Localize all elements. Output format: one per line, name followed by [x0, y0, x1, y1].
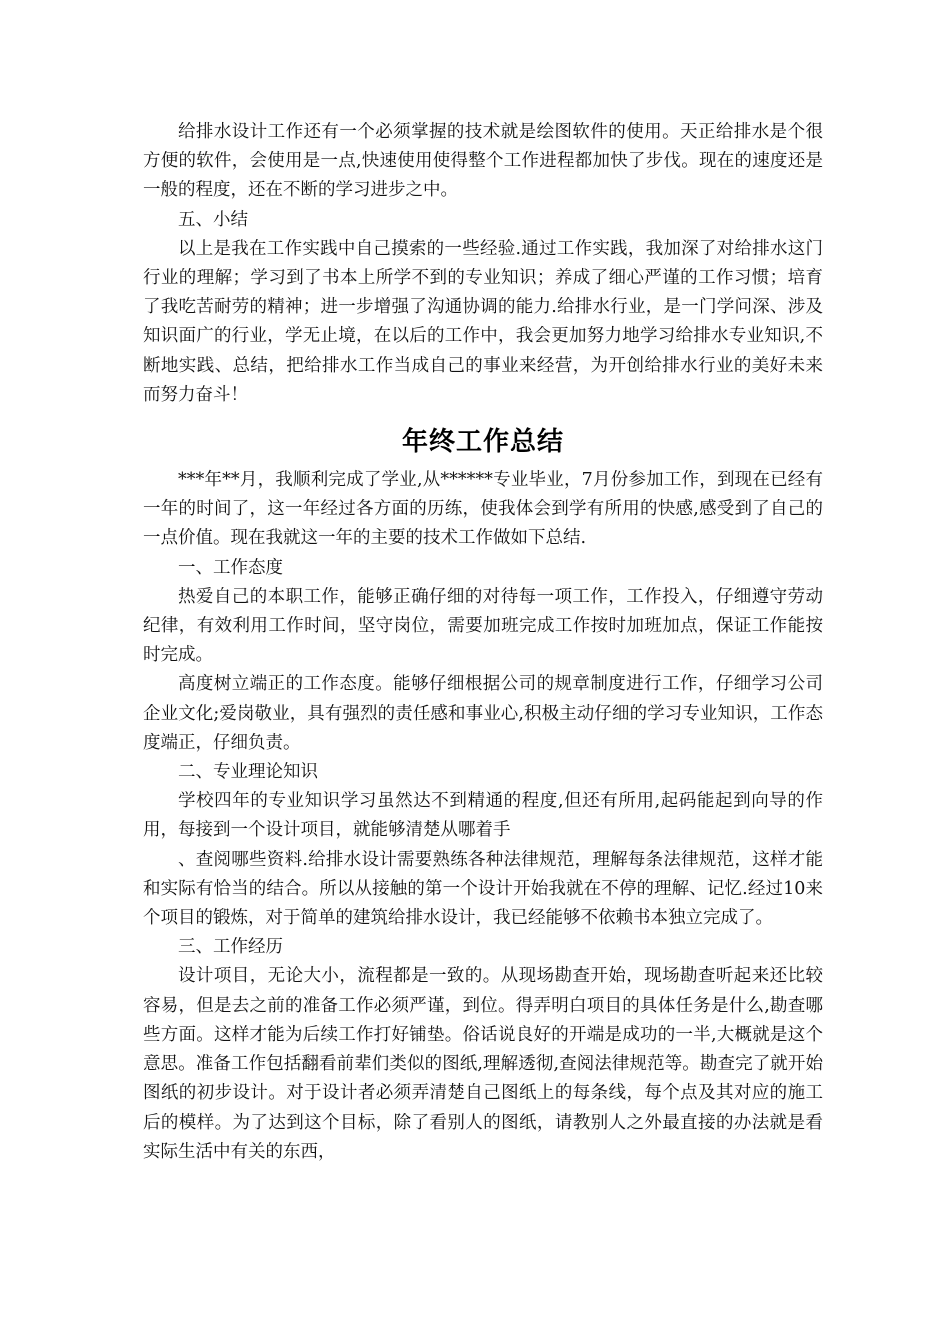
section-heading-experience: 三、工作经历: [178, 937, 283, 958]
paragraph-theory-1: 学校四年的专业知识学习虽然达不到精通的程度,但还有所用,起码能起到向导的作用，每接到一个设计项目，就能够清楚从哪着手: [143, 791, 823, 841]
paragraph-drawing-software: 给排水设计工作还有一个必须掌握的技术就是绘图软件的使用。天正给排水是个很方便的软件，会使用是一点,快速使用使得整个工作进程都加快了步伐。现在的速度还是一般的程度，还在不断的学习进步之中。: [143, 122, 823, 201]
paragraph-attitude-2: 高度树立端正的工作态度。能够仔细根据公司的规章制度进行工作，仔细学习公司企业文化;爱岗敬业，具有强烈的责任感和事业心,积极主动仔细的学习专业知识，工作态度端正，仔细负责。: [143, 674, 823, 753]
paragraph-summary: 以上是我在工作实践中自己摸索的一些经验.通过工作实践，我加深了对给排水这门行业的理解；学习到了书本上所学不到的专业知识；养成了细心严谨的工作习惯；培育了我吃苦耐劳的精神；进一步增强了沟通协调的能力.给排水行业，是一门学问深、涉及知识面广的行业，学无止境，在以后的工作中，我会更加努力地学习给排水专业知识,不断地实践、总结，把给排水工作当成自己的事业来经营，为开创给排水行业的美好未来而努力奋斗！: [143, 238, 823, 405]
paragraph-theory-2: 、查阅哪些资料.给排水设计需要熟练各种法律规范，理解每条法律规范，这样才能和实际有恰当的结合。所以从接触的第一个设计开始我就在不停的理解、记忆.经过10来个项目的锻炼，对于简单的建筑给排水设计，我已经能够不依赖书本独立完成了。: [143, 849, 823, 929]
paragraph-experience: 设计项目，无论大小，流程都是一致的。从现场勘查开始，现场勘查听起来还比较容易，但是去之前的准备工作必须严谨，到位。得弄明白项目的具体任务是什么,勘查哪些方面。这样才能为后续工作打好铺垫。俗话说良好的开端是成功的一半,大概就是这个意思。准备工作包括翻看前辈们类似的图纸,理解透彻,查阅法律规范等。勘查完了就开始图纸的初步设计。对于设计者必须弄清楚自己图纸上的每条线，每个点及其对应的施工后的模样。为了达到这个目标，除了看别人的图纸，请教别人之外最直接的办法就是看实际生活中有关的东西，: [143, 966, 823, 1162]
paragraph-attitude-1: 热爱自己的本职工作，能够正确仔细的对待每一项工作，工作投入，仔细遵守劳动纪律，有效利用工作时间，坚守岗位，需要加班完成工作按时加班加点，保证工作能按时完成。: [143, 586, 823, 666]
paragraph-intro: ***年**月，我顺利完成了学业,从******专业毕业，7月份参加工作，到现在已经有一年的时间了，这一年经过各方面的历练，使我体会到学有所用的快感,感受到了自己的一点价值。现在我就这一年的主要的技术工作做如下总结.: [143, 470, 823, 549]
section-heading-theory: 二、专业理论知识: [178, 762, 318, 783]
section-heading-attitude: 一、工作态度: [178, 557, 283, 578]
document-title: 年终工作总结: [401, 427, 564, 458]
section-heading-summary: 五、小结: [178, 209, 248, 230]
document-page: [143, 118, 823, 1167]
